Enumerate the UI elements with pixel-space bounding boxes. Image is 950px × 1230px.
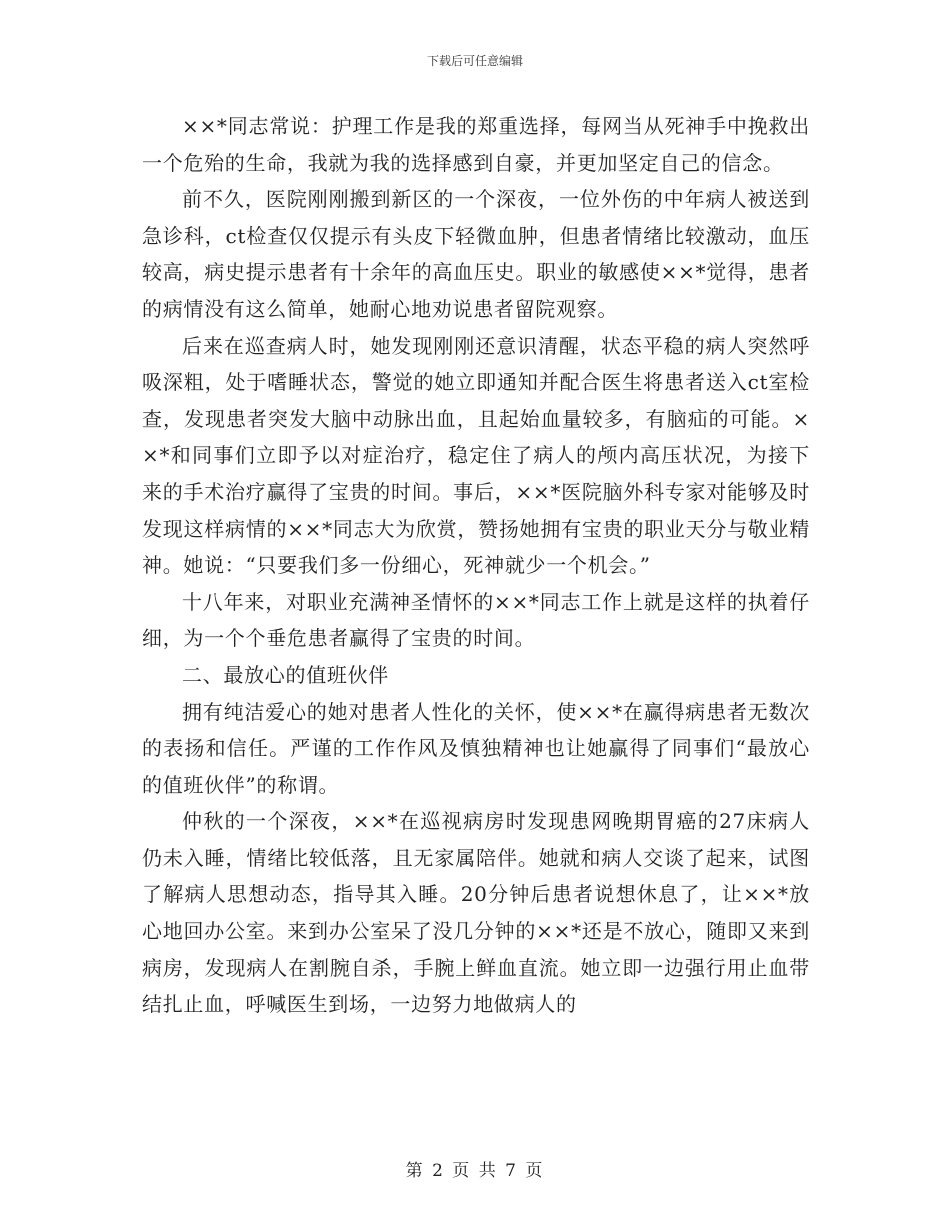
paragraph: 前不久，医院刚刚搬到新区的一个深夜，一位外伤的中年病人被送到急诊科，ct检查仅仅提示有头皮下轻微血肿，但患者情绪比较激动，血压较高，病史提示患者有十余年的高血压史。职业的敏感使××*觉得，患者的病情没有这么简单，她耐心地劝说患者留院观察。	[142, 187, 810, 321]
paragraph: 拥有纯洁爱心的她对患者人性化的关怀，使××*在赢得病患者无数次的表扬和信任。严谨的工作作风及慎独精神也让她赢得了同事们“最放心的值班伙伴”的称谓。	[142, 699, 810, 797]
section-heading: 二、最放心的值班伙伴	[182, 662, 389, 687]
page-number: 第 2 页 共 7 页	[405, 1161, 545, 1181]
paragraph: ××*同志常说：护理工作是我的郑重选择，每网当从死神手中挽救出一个危殆的生命，我就为我的选择感到自豪，并更加坚定自己的信念。	[142, 114, 810, 175]
paragraph: 仲秋的一个深夜，××*在巡视病房时发现患网晚期胃癌的27床病人仍未入睡，情绪比较低落，且无家属陪伴。她就和病人交谈了起来，试图了解病人思想动态，指导其入睡。20分钟后患者说想休息了，让××*放心地回办公室。来到办公室呆了没几分钟的××*还是不放心，随即又来到病房，发现病人在割腕自杀，手腕上鲜血直流。她立即一边强行用止血带结扎止血，呼喊医生到场，一边努力地做病人的	[142, 809, 810, 1017]
paragraph: 十八年来，对职业充满神圣情怀的××*同志工作上就是这样的执着仔细，为一个个垂危患者赢得了宝贵的时间。	[142, 589, 810, 651]
document-body	[142, 108, 810, 1023]
page-header-note: 下载后可任意编辑	[426, 54, 523, 68]
paragraph: 后来在巡查病人时，她发现刚刚还意识清醒，状态平稳的病人突然呼吸深粗，处于嗜睡状态，警觉的她立即通知并配合医生将患者送入ct室检查，发现患者突发大脑中动脉出血，且起始血量较多，有脑疝的可能。××*和同事们立即予以对症治疗，稳定住了病人的颅内高压状况，为接下来的手术治疗赢得了宝贵的时间。事后，××*医院脑外科专家对能够及时发现这样病情的××*同志大为欣赏，赞扬她拥有宝贵的职业天分与敬业精神。她说：“只要我们多一份细心，死神就少一个机会。”	[142, 333, 810, 578]
